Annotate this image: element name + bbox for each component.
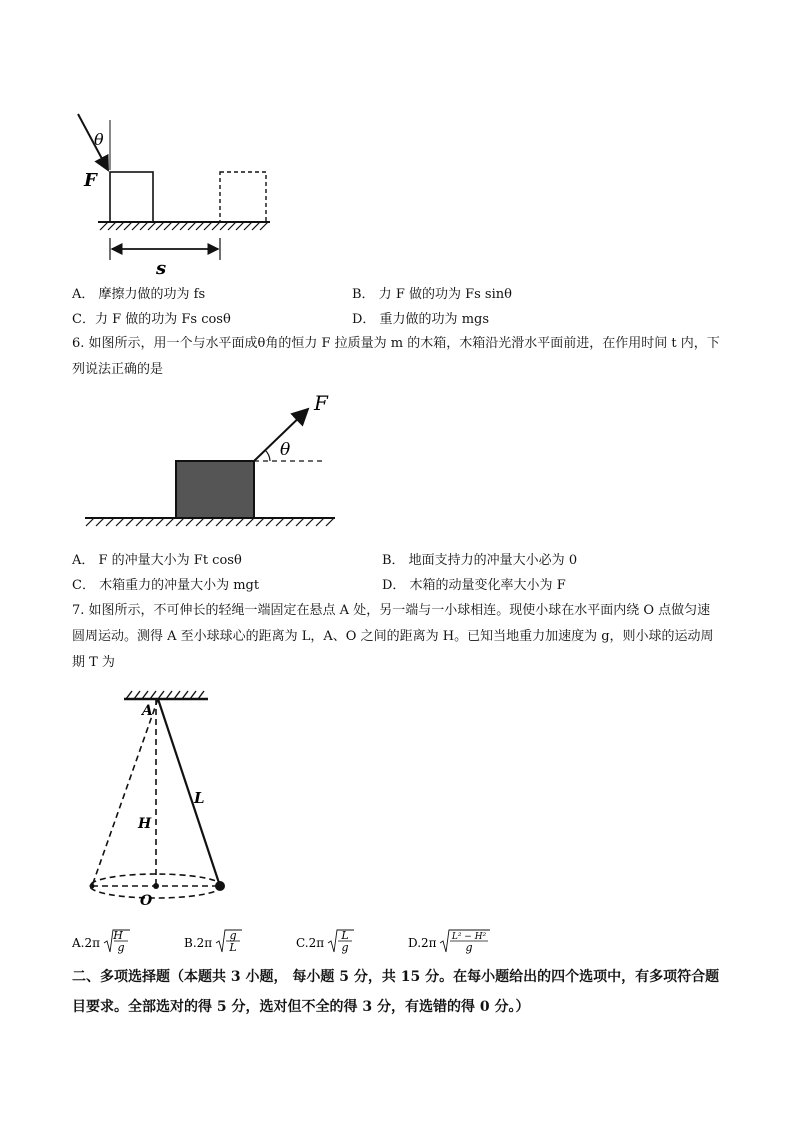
q6-option-b[interactable]: B． 地面支持力的冲量大小必为 0: [382, 553, 578, 568]
ground-hatch: [86, 518, 334, 526]
distance-label: s: [156, 258, 167, 279]
force-label: F: [84, 170, 97, 191]
section2-heading: 二、多项选择题（本题共 3 小题， 每小题 5 分，共 15 分。在每小题给出的四个选项中，有多项符合题目要求。全部选对的得 5 分，选对但不全的得 3 分，有选错的得 0 分。）: [72, 969, 720, 1015]
q6-option-c[interactable]: C． 木箱重力的冲量大小为 mgt: [72, 578, 260, 593]
svg-text:H: H: [113, 929, 123, 942]
figure-conical-pendulum: [80, 683, 260, 913]
theta-label: θ: [94, 130, 104, 149]
figure-box-pulled: [80, 385, 345, 535]
q7-stem: 7. 如图所示，不可伸长的轻绳一端固定在悬点 A 处，另一端与一小球相连。现使小球在水平面内绕 O 点做匀速圆周运动。测得 A 至小球球心的距离为 L，A、O 之间的距离为 H。已知当地重力加速度为 g，则小球的运动周期 T 为: [72, 603, 714, 670]
block-start: [110, 172, 153, 222]
svg-text:A.2π: A.2π: [72, 936, 101, 950]
q7-option-d[interactable]: [408, 926, 508, 958]
wooden-box: [176, 461, 254, 518]
block-end: [220, 172, 266, 222]
q5-option-b[interactable]: B． 力 F 做的功为 Fs sinθ: [352, 287, 512, 302]
rope: [158, 699, 220, 886]
svg-text:g: g: [465, 941, 473, 954]
svg-text:L: L: [229, 941, 237, 954]
svg-text:g: g: [341, 941, 349, 954]
q7-option-a[interactable]: [72, 926, 142, 958]
svg-text:L² − H²: L² − H²: [451, 932, 487, 942]
force-label: F: [314, 391, 328, 415]
q6-option-d[interactable]: D． 木箱的动量变化率大小为 F: [382, 578, 566, 593]
q7-option-b[interactable]: [184, 926, 254, 958]
ground-hatch: [100, 222, 268, 230]
q6-option-a[interactable]: A． F 的冲量大小为 Ft cosθ: [72, 553, 242, 568]
q5-option-a[interactable]: A． 摩擦力做的功为 fs: [72, 287, 206, 302]
q5-option-d[interactable]: D． 重力做的功为 mgs: [352, 312, 490, 327]
height-h-label: H: [138, 816, 152, 832]
rope-left-dashed: [92, 699, 158, 886]
point-a-label: A: [142, 703, 153, 719]
length-l-label: L: [194, 789, 205, 807]
svg-text:B.2π: B.2π: [184, 936, 213, 950]
ball: [215, 881, 225, 891]
q7-option-c[interactable]: [296, 926, 366, 958]
svg-text:C.2π: C.2π: [296, 936, 325, 950]
svg-text:g: g: [117, 941, 125, 954]
figure-block-pushed: [70, 100, 290, 280]
center-o-dot: [153, 883, 159, 889]
theta-label: θ: [280, 440, 291, 460]
angle-arc: [265, 450, 270, 461]
point-o-label: O: [140, 893, 153, 909]
q5-option-c[interactable]: C．力 F 做的功为 Fs cosθ: [72, 312, 231, 327]
svg-text:D.2π: D.2π: [408, 936, 437, 950]
q6-stem: 6. 如图所示，用一个与水平面成θ角的恒力 F 拉质量为 m 的木箱，木箱沿光滑水平面前进，在作用时间 t 内，下列说法正确的是: [72, 336, 720, 377]
svg-text:g: g: [229, 929, 237, 942]
svg-text:L: L: [341, 929, 349, 942]
